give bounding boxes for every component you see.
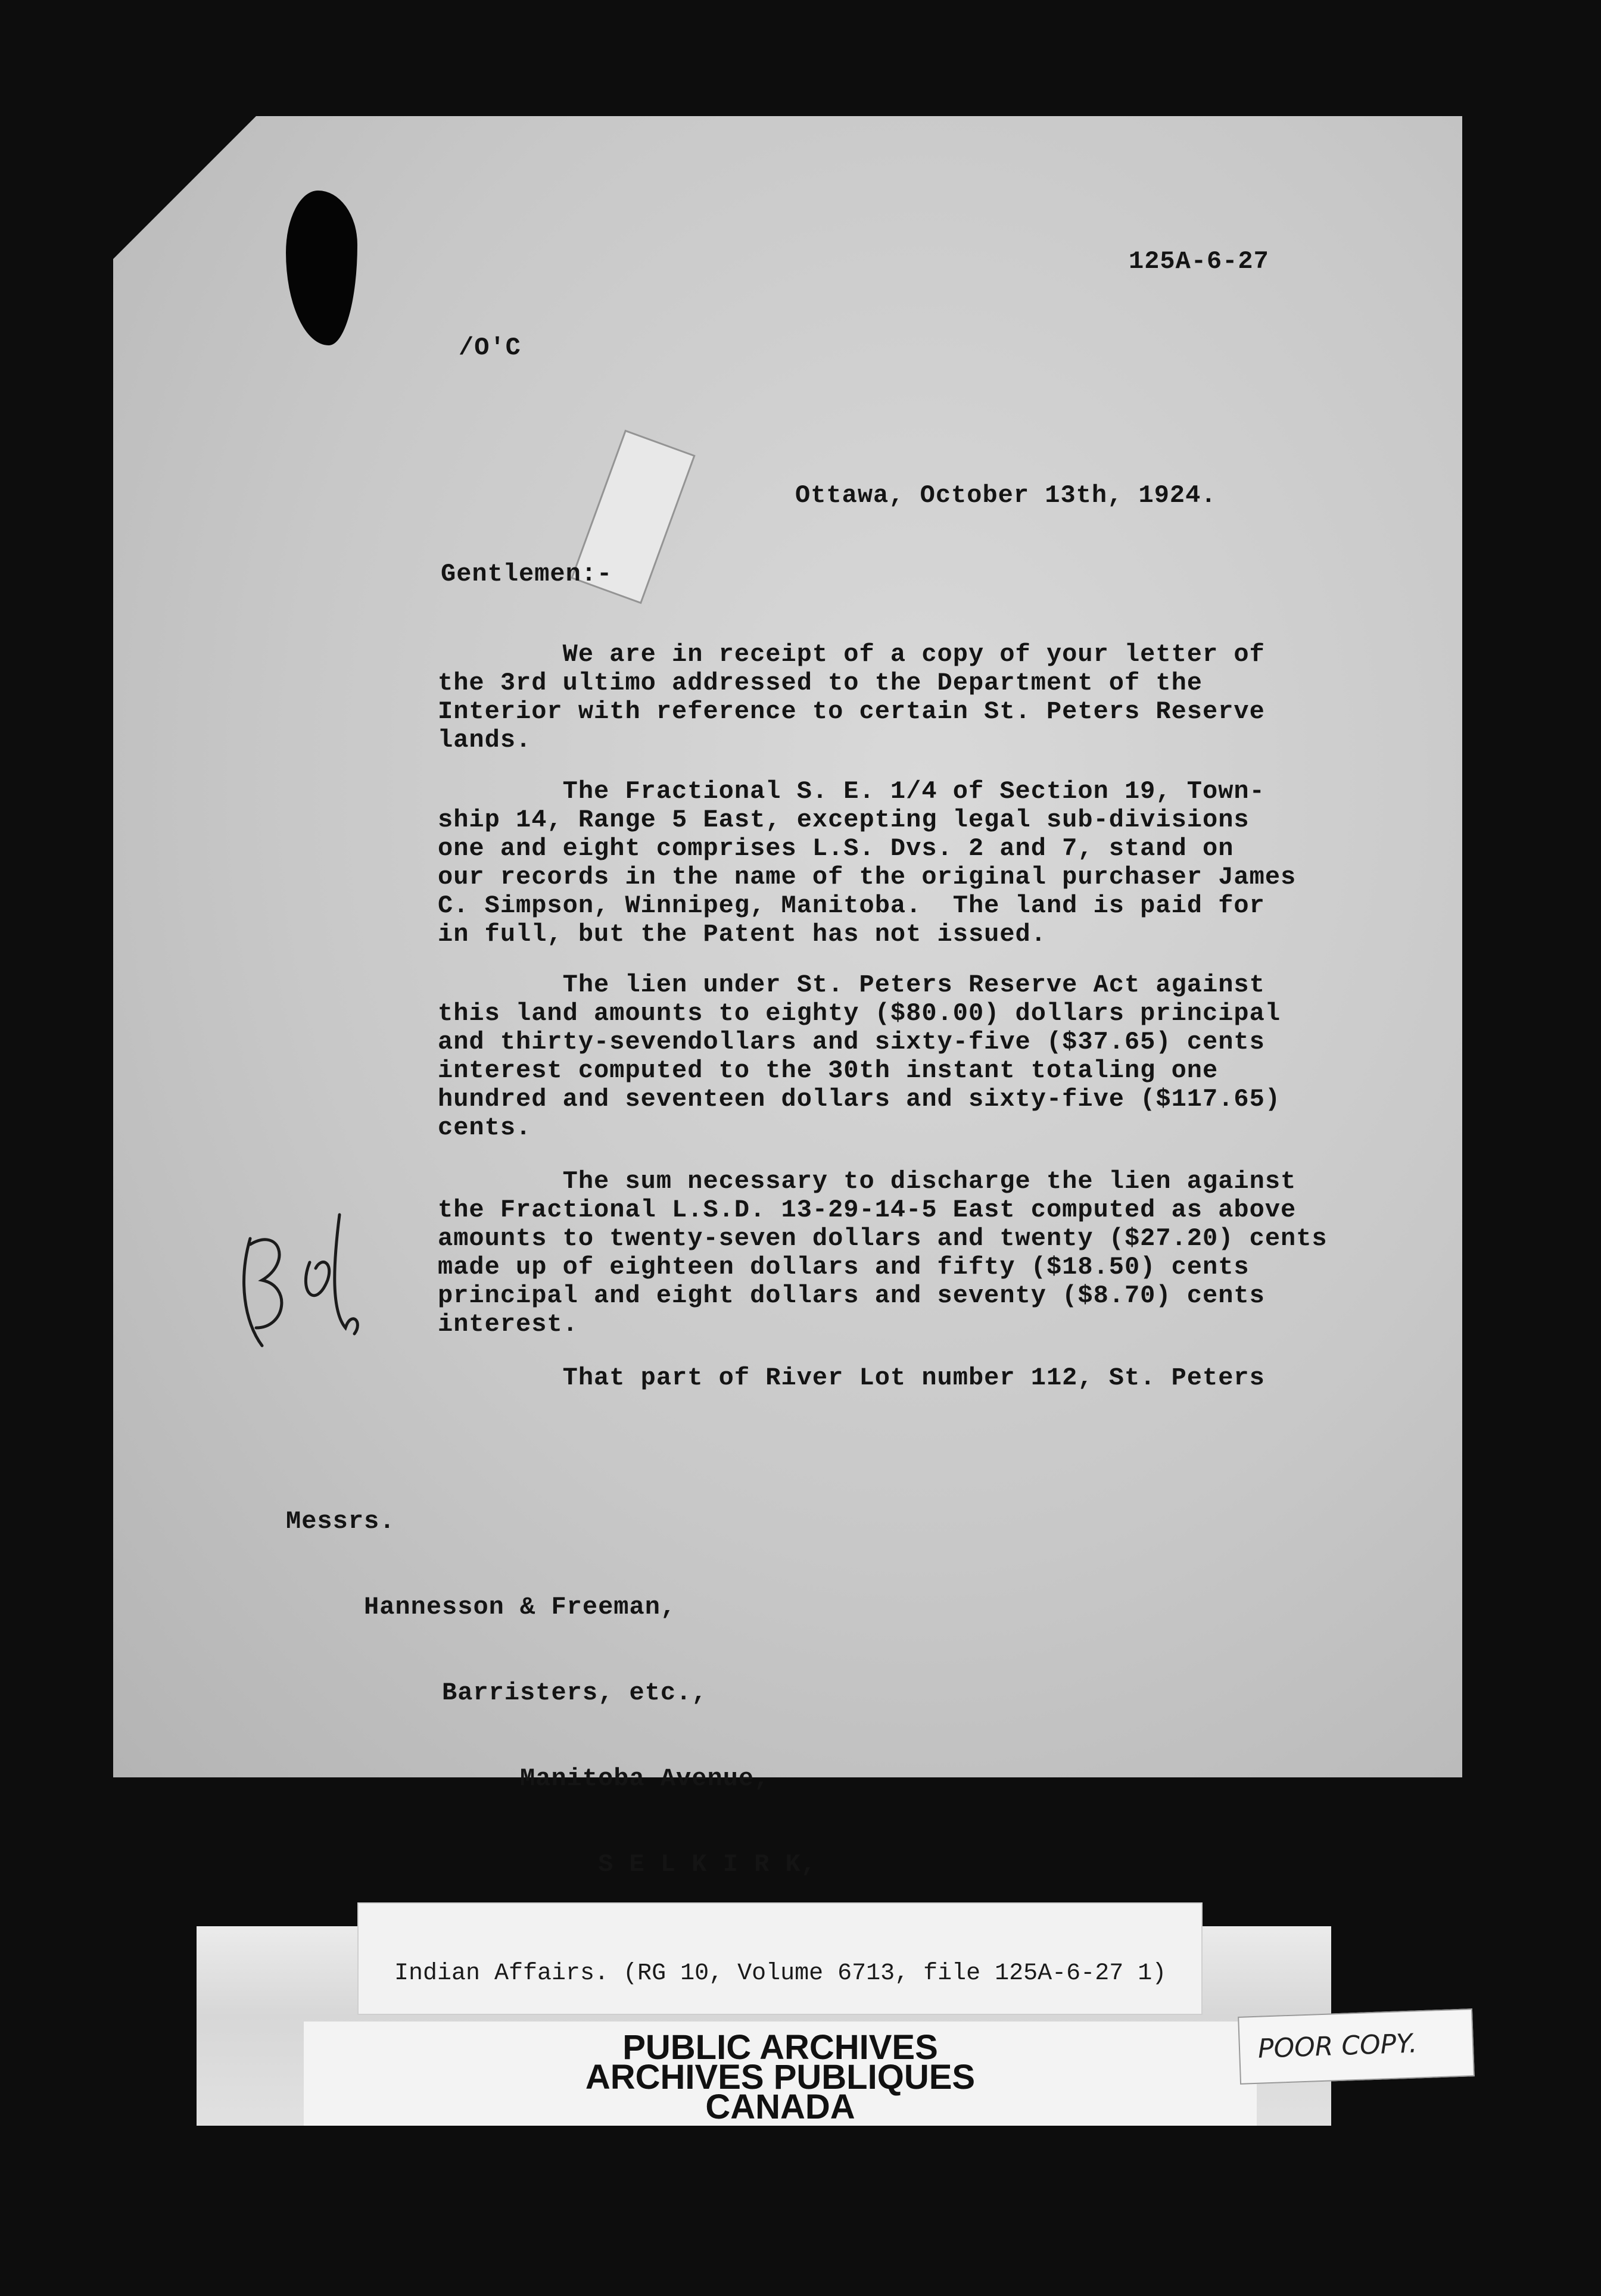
date-line: Ottawa, October 13th, 1924. — [795, 481, 1217, 510]
address-line: Barristers, etc., — [286, 1679, 708, 1707]
archive-title-line-1: PUBLIC ARCHIVES — [622, 2028, 938, 2067]
paragraph-1: We are in receipt of a copy of your letter of the 3rd ultimo addressed to the Department of the Interior with reference to certain St. Peters Reserve lands. — [438, 640, 1265, 754]
poor-copy-text: POOR COPY. — [1257, 2028, 1418, 2064]
address-line: Manitoba Avenue, — [286, 1764, 770, 1793]
typist-initials: /O'C — [459, 333, 521, 362]
address-line: S E L K I R K, — [286, 1850, 817, 1879]
address-line: Hannesson & Freeman, — [286, 1593, 677, 1621]
folded-corner — [113, 116, 256, 259]
archive-banner-center — [304, 2022, 1257, 2126]
paragraph-4: The sum necessary to discharge the lien against the Fractional L.S.D. 13-29-14-5 East computed as above amounts to twenty-seven dollars and twenty ($27.20) cents made up of eighteen dollars and fifty ($18.50) cents principal and eight dollars and seventy ($8.70) cents interest. — [438, 1167, 1328, 1339]
archive-title-line-3: CANADA — [705, 2088, 855, 2126]
reference-label — [357, 1902, 1203, 2015]
archive-title-line-2: ARCHIVES PUBLIQUES — [585, 2058, 976, 2097]
file-reference: 125A-6-27 — [1129, 247, 1269, 276]
reference-label-text: Indian Affairs. (RG 10, Volume 6713, file 125A-6-27 1) — [394, 1960, 1167, 1987]
handwritten-initials — [226, 1191, 405, 1370]
salutation: Gentlemen:- — [441, 560, 613, 588]
paragraph-5: That part of River Lot number 112, St. Peters — [438, 1364, 1265, 1392]
poor-copy-note — [1238, 2008, 1475, 2085]
paragraph-3: The lien under St. Peters Reserve Act against this land amounts to eighty ($80.00) dollars principal and thirty-sevendollars and sixty-five ($37.65) cents interest computed to the 30th instant totaling one hundred and seventeen dollars and sixty-five ($117.65) cents. — [438, 971, 1281, 1142]
address-line: Messrs. — [286, 1507, 395, 1536]
paragraph-2: The Fractional S. E. 1/4 of Section 19, Town- ship 14, Range 5 East, excepting legal sub-divisions one and eight comprises L.S. Dvs. 2 and 7, stand on our records in the name of the original purchaser James C. Simpson, Winnipeg, Manitoba. The land is paid for in full, but the Patent has not issued. — [438, 777, 1297, 949]
